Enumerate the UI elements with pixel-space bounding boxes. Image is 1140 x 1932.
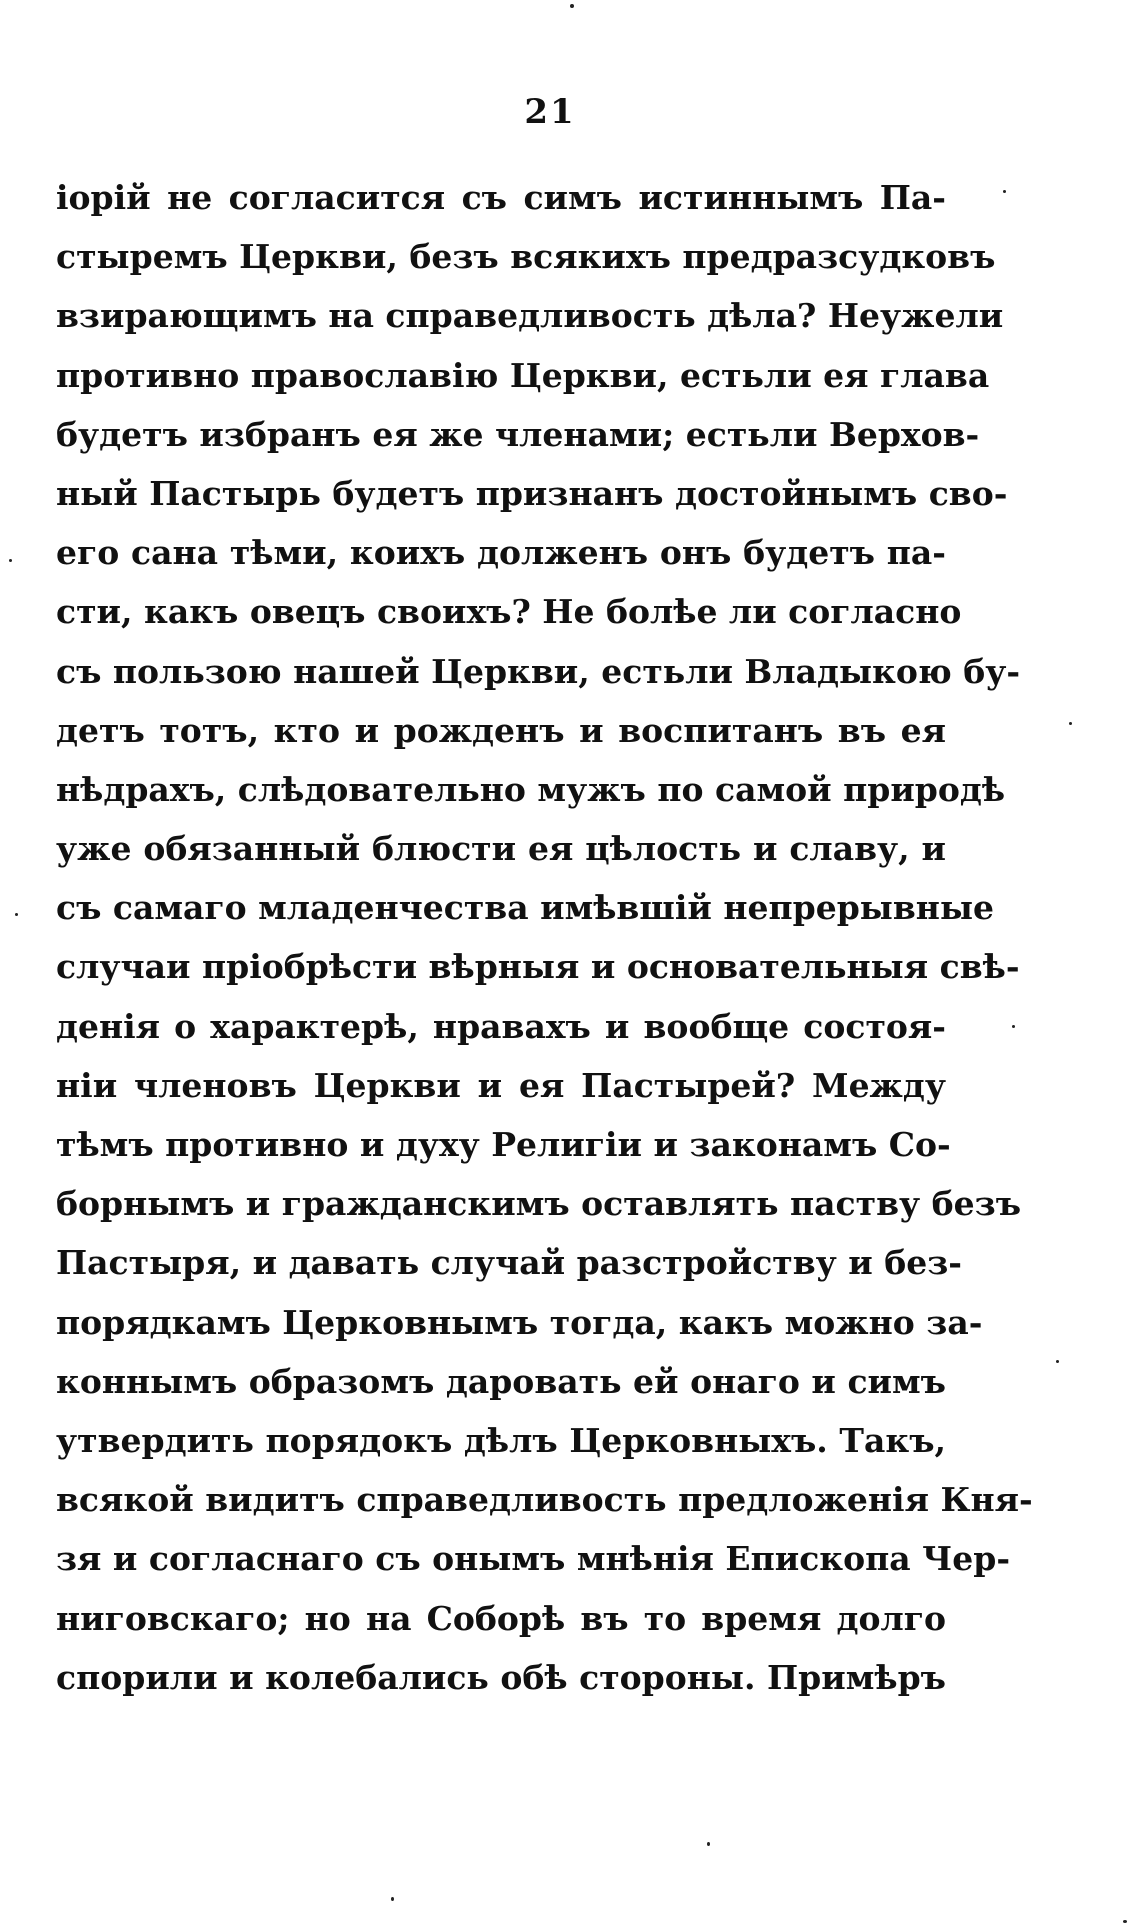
text-line: его сана тѣми, коихъ долженъ онъ будетъ па- xyxy=(56,533,946,573)
text-line: детъ тотъ, кто и рожденъ и воспитанъ въ ея xyxy=(56,710,946,750)
text-line: утвердить порядокъ дѣлъ Церковныхъ. Такъ, xyxy=(56,1420,946,1460)
text-line: тѣмъ противно и духу Религіи и законамъ Со- xyxy=(56,1125,951,1164)
scan-speck xyxy=(1056,1360,1059,1363)
text-line: взирающимъ на справедливость дѣла? Неужели xyxy=(56,296,1004,336)
page-number: 21 xyxy=(524,92,576,132)
scan-speck xyxy=(1069,722,1072,725)
scan-speck xyxy=(707,1842,710,1846)
text-line: съ пользою нашей Церкви, естьли Владыкою бу- xyxy=(56,651,1021,691)
text-line: сти, какъ овецъ своихъ? Не болѣе ли согласно xyxy=(56,592,962,632)
body-text xyxy=(56,168,1033,1707)
scan-speck xyxy=(1003,190,1006,193)
text-line: будетъ избранъ ея же членами; естьли Верхов- xyxy=(56,414,980,454)
text-line: всякой видитъ справедливость предложенія Кня- xyxy=(56,1480,1033,1520)
text-line: ниговскаго; но на Соборѣ въ то время долго xyxy=(56,1598,946,1638)
text-line: спорили и колебались обѣ стороны. Примѣръ xyxy=(56,1657,946,1697)
text-line: случаи пріобрѣсти вѣрныя и основательныя свѣ- xyxy=(56,947,1020,987)
scan-speck xyxy=(15,913,18,916)
text-line: противно православію Церкви, естьли ея глава xyxy=(56,355,990,395)
scan-speck xyxy=(570,4,574,8)
text-line: ный Пастырь будетъ признанъ достойнымъ сво- xyxy=(56,473,1008,513)
text-line: порядкамъ Церковнымъ тогда, какъ можно за- xyxy=(56,1302,983,1342)
scan-speck xyxy=(1123,1920,1127,1923)
text-line: уже обязанный блюсти ея цѣлость и славу, и xyxy=(56,829,946,869)
text-line: нѣдрахъ, слѣдовательно мужъ по самой природѣ xyxy=(56,769,1006,809)
text-line: зя и согласнаго съ онымъ мнѣнія Епископа Чер- xyxy=(56,1539,1011,1579)
text-line: стыремъ Церкви, безъ всякихъ предразсудковъ xyxy=(56,237,996,277)
text-line: Пастыря, и давать случай разстройству и без- xyxy=(56,1243,963,1283)
scan-speck xyxy=(9,559,12,562)
text-line: ніи членовъ Церкви и ея Пастырей? Между xyxy=(56,1065,946,1105)
text-line: іорій не согласится съ симъ истиннымъ Па- xyxy=(56,178,946,217)
text-line: коннымъ образомъ даровать ей онаго и симъ xyxy=(56,1361,946,1401)
text-line: денія о характерѣ, нравахъ и вообще состоя- xyxy=(56,1006,946,1046)
scan-speck xyxy=(1012,1025,1015,1028)
scan-speck xyxy=(391,1897,394,1901)
text-line: борнымъ и гражданскимъ оставлять паству безъ xyxy=(56,1184,1022,1224)
text-line: съ самаго младенчества имѣвшій непрерывные xyxy=(56,888,995,928)
